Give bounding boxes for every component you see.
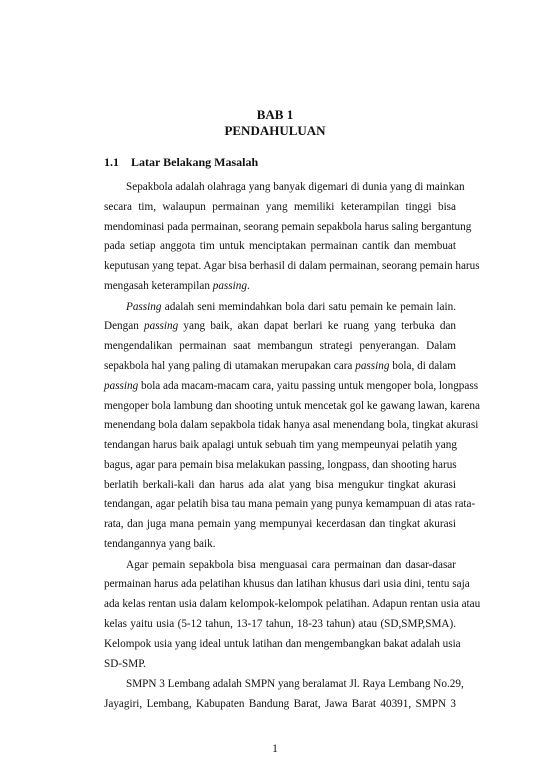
paragraph-line: Kelompok usia yang ideal untuk latihan dan mengembangkan bakat adalah usia xyxy=(104,638,461,650)
chapter-title: PENDAHULUAN xyxy=(224,123,326,138)
paragraph-line: bagus, agar para pemain bisa melakukan passing, longpass, dan shooting harus xyxy=(104,459,457,471)
paragraph-line: keputusan yang tepat. Agar bisa berhasil di dalam permainan, seorang pemain harus xyxy=(104,260,480,272)
paragraph-line: menendang bola dalam sepakbola tidak hanya asal menendang bola, tingkat akurasi xyxy=(104,419,479,431)
paragraph-line: tendangan harus baik apalagi untuk sebuah tim yang mempeunyai pelatih yang xyxy=(104,439,457,451)
paragraph-line: kelas yaitu usia (5-12 tahun, 13-17 tahun, 18-23 tahun) atau (SD,SMP,SMA). xyxy=(104,618,456,630)
paragraph-line: SMPN 3 Lembang adalah SMPN yang beralamat Jl. Raya Lembang No.29, xyxy=(126,678,464,690)
paragraph-line: mengasah keterampilan passing. xyxy=(104,280,250,292)
paragraph-line: rata, dan juga mana pemain yang mempunyai kecerdasan dan tingkat akurasi xyxy=(104,518,456,530)
paragraph-line: tendangannya yang baik. xyxy=(104,538,216,550)
paragraph-line: SD-SMP. xyxy=(104,658,146,670)
paragraph-line: mengoper bola lambung dan shooting untuk mencetak gol ke gawang lawan, karena xyxy=(104,400,480,412)
paragraph-line: permainan harus ada pelatihan khusus dan latihan khusus dari usia dini, tentu saja xyxy=(104,578,470,590)
paragraph-line: mengendalikan permainan saat membangun strategi penyerangan. Dalam xyxy=(104,340,456,352)
paragraph-line: Jayagiri, Lembang, Kabupaten Bandung Barat, Jawa Barat 40391, SMPN 3 xyxy=(104,698,456,710)
page-number: 1 xyxy=(272,743,278,755)
section-number: 1.1 xyxy=(104,155,119,169)
paragraph-line: Passing adalah seni memindahkan bola dari satu pemain ke pemain lain. xyxy=(126,301,456,313)
paragraph-line: ada kelas rentan usia dalam kelompok-kelompok pelatihan. Adapun rentan usia atau xyxy=(104,598,481,610)
paragraph-line: pada setiap anggota tim untuk menciptakan permainan cantik dan membuat xyxy=(104,240,456,252)
section-title: Latar Belakang Masalah xyxy=(131,155,259,169)
paragraph-line: Sepakbola adalah olahraga yang banyak digemari di dunia yang di mainkan xyxy=(126,181,465,193)
paragraph-line: tendangan, agar pelatih bisa tau mana pemain yang punya kemampuan di atas rata- xyxy=(104,498,476,510)
paragraph-line: mendominasi pada permainan, seorang pemain sepakbola harus saling bergantung xyxy=(104,221,472,233)
section-heading xyxy=(104,155,258,170)
paragraph-line: Agar pemain sepakbola bisa menguasai cara permainan dan dasar-dasar xyxy=(126,559,456,571)
paragraph-line: berlatih berkali-kali dan harus ada alat yang bisa mengukur tingkat akurasi xyxy=(104,479,456,491)
paragraph-line: passing bola ada macam-macam cara, yaitu passing untuk mengoper bola, longpass xyxy=(104,380,479,392)
paragraph-line: Dengan passing yang baik, akan dapat berlari ke ruang yang terbuka dan xyxy=(104,320,456,332)
paragraph-line: secara tim, walaupun permainan yang memiliki keterampilan tinggi bisa xyxy=(104,201,456,213)
chapter-label: BAB 1 xyxy=(256,107,294,122)
paragraph-line: sepakbola hal yang paling di utamakan merupakan cara passing bola, di dalam xyxy=(104,360,456,372)
